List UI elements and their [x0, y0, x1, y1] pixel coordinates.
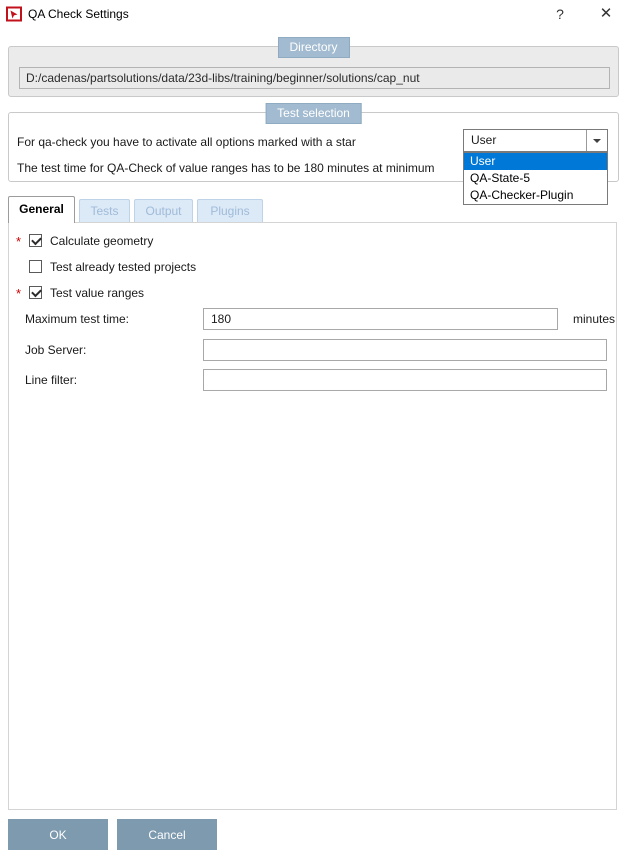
title-bar — [0, 0, 627, 28]
combo-dropdown-list[interactable] — [463, 152, 608, 205]
checkbox-test-value-ranges[interactable] — [29, 286, 42, 299]
chevron-down-icon — [593, 139, 601, 143]
cancel-button[interactable]: Cancel — [117, 819, 217, 850]
line-filter-input[interactable] — [203, 369, 607, 391]
checkbox-label-test-value-ranges: Test value ranges — [50, 286, 145, 300]
checkbox-calculate-geometry[interactable] — [29, 234, 42, 247]
tab-plugins[interactable]: Plugins — [197, 199, 263, 223]
close-icon[interactable]: ✕ — [599, 5, 613, 22]
ok-button[interactable]: OK — [8, 819, 108, 850]
maximum-test-time-input[interactable] — [203, 308, 558, 330]
maximum-test-time-label: Maximum test time: — [25, 312, 130, 326]
directory-group-label: Directory — [277, 37, 349, 58]
combo-dropdown-button[interactable] — [586, 130, 607, 151]
combo-option-qa-checker-plugin[interactable]: QA-Checker-Plugin — [470, 188, 574, 202]
job-server-label: Job Server: — [25, 343, 87, 357]
checkbox-label-test-already-tested: Test already tested projects — [50, 260, 197, 274]
help-button[interactable]: ? — [556, 6, 564, 22]
minutes-suffix-label: minutes — [573, 312, 616, 326]
checkbox-label-calculate-geometry: Calculate geometry — [50, 234, 154, 248]
test-selection-hint-star: For qa-check you have to activate all options marked with a star — [17, 135, 356, 149]
required-star: * — [16, 234, 22, 249]
required-star: * — [16, 286, 22, 301]
directory-groupbox — [8, 40, 619, 97]
app-icon — [6, 6, 22, 22]
test-selection-hint-time: The test time for QA-Check of value ranges has to be 180 minutes at minimum — [17, 161, 435, 175]
directory-path-field: D:/cadenas/partsolutions/data/23d-libs/training/beginner/solutions/cap_nut — [19, 67, 610, 89]
window-title: QA Check Settings — [28, 7, 129, 21]
test-selection-combo[interactable] — [463, 129, 608, 152]
tab-output[interactable]: Output — [134, 199, 193, 223]
job-server-input[interactable] — [203, 339, 607, 361]
tab-general[interactable]: General — [8, 196, 75, 223]
tab-tests[interactable]: Tests — [79, 199, 130, 223]
combo-option-user[interactable]: User — [464, 153, 607, 170]
combo-option-qa-state-5[interactable]: QA-State-5 — [470, 171, 531, 185]
combo-selected-value: User — [471, 133, 497, 147]
line-filter-label: Line filter: — [25, 373, 78, 387]
test-selection-group-label: Test selection — [265, 103, 362, 124]
checkbox-test-already-tested[interactable] — [29, 260, 42, 273]
